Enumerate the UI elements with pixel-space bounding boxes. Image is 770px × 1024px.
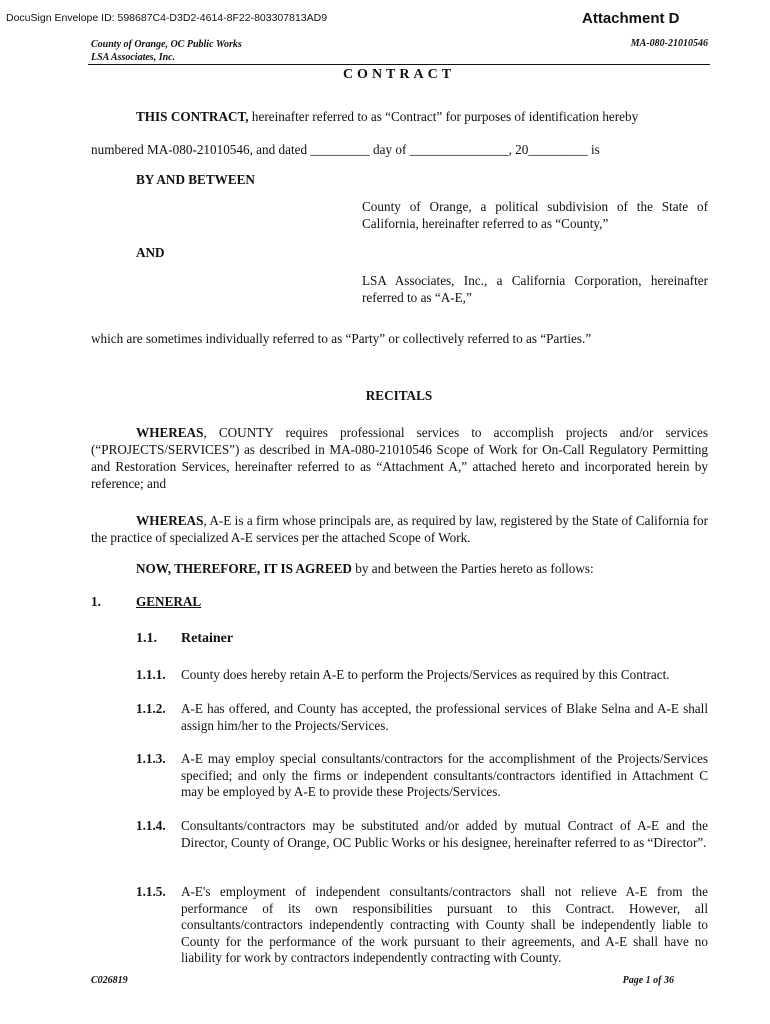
agreement-bold: NOW, THEREFORE, IT IS AGREED <box>136 561 352 576</box>
footer-code: C026819 <box>91 975 128 986</box>
header-rule <box>88 64 710 65</box>
intro-bold: THIS CONTRACT, <box>136 109 249 124</box>
item-1-1-1-text: County does hereby retain A-E to perform the Projects/Services as required by this Contract. <box>181 667 670 682</box>
section-1-title: GENERAL <box>136 594 202 609</box>
intro-rest: hereinafter referred to as “Contract” for purposes of identification hereby <box>248 109 639 124</box>
attachment-label: Attachment D <box>582 10 680 27</box>
intro-line2: numbered MA-080-21010546, and dated _________ day of _______________, 20_________ is <box>91 142 600 157</box>
intro-line1 <box>91 108 708 125</box>
recital-1-text: , COUNTY requires professional services to accomplish projects and/or services (“PROJECTS/SERVICES”) as described in MA-080-21010546 Scope of Work for On-Call Regulatory Permitting and Restoration Services, hereinafter referred to as “Attachment A,” attached hereto and incorporated herein by reference; and <box>91 425 708 491</box>
recitals-heading: RECITALS <box>365 388 433 403</box>
item-1-1-4-number: 1.1.4. <box>136 818 166 833</box>
document-title: CONTRACT <box>342 67 456 82</box>
section-1-number: 1. <box>91 594 101 609</box>
county-party: County of Orange, a political subdivision of the State of California, hereinafter referred to as “County,” <box>362 199 708 231</box>
recital-2-bold: WHEREAS <box>136 513 204 528</box>
parties-definition: which are sometimes individually referred to as “Party” or collectively referred to as “Parties.” <box>91 331 592 346</box>
header-contract-id: MA-080-21010546 <box>630 38 708 49</box>
header-organizations <box>91 38 242 64</box>
item-1-1-5-text: A-E's employment of independent consultants/contractors shall not relieve A-E from the performance of its own responsibilities pursuant to this Contract. However, all consultants/contractors independently contracting with County shall be independently liable to County for the performance of the work pursuant to their agreements, and A-E shall have no liability for work by contractors independently contracting with County. <box>181 884 708 965</box>
item-1-1-5-number: 1.1.5. <box>136 884 166 899</box>
recital-1-bold: WHEREAS <box>136 425 204 440</box>
and-label: AND <box>136 245 165 260</box>
header-org-line2: LSA Associates, Inc. <box>91 52 176 63</box>
docusign-envelope-id: DocuSign Envelope ID: 598687C4-D3D2-4614-8F22-803307813AD9 <box>6 12 328 24</box>
item-1-1-4-text: Consultants/contractors may be substituted and/or added by mutual Contract of A-E and the Director, County of Orange, OC Public Works or his designee, hereinafter referred to as “Director”. <box>181 818 708 850</box>
recital-2 <box>91 512 708 546</box>
ae-party: LSA Associates, Inc., a California Corporation, hereinafter referred to as “A-E,” <box>362 273 708 305</box>
section-1-1-number: 1.1. <box>136 631 157 646</box>
by-and-between: BY AND BETWEEN <box>136 172 255 187</box>
agreement-clause <box>91 560 708 577</box>
item-1-1-3-text: A-E may employ special consultants/contractors for the accomplishment of the Projects/Services specified; and only the firms or independent consultants/contractors identified in Attachment C may be employed by A-E to provide these Projects/Services. <box>181 751 708 799</box>
page-number: Page 1 of 36 <box>622 975 674 986</box>
item-1-1-2-text: A-E has offered, and County has accepted, the professional services of Blake Selna and A-E shall assign him/her to the Projects/Services. <box>181 701 708 733</box>
header-org-line1: County of Orange, OC Public Works <box>91 39 242 50</box>
agreement-text: by and between the Parties hereto as follows: <box>351 561 594 576</box>
recital-2-text: , A-E is a firm whose principals are, as required by law, registered by the State of California for the practice of specialized A-E services per the attached Scope of Work. <box>91 513 708 545</box>
recital-1 <box>91 424 708 492</box>
section-1-1-title: Retainer <box>181 631 234 646</box>
item-1-1-3-number: 1.1.3. <box>136 751 166 766</box>
item-1-1-1-number: 1.1.1. <box>136 667 166 682</box>
item-1-1-2-number: 1.1.2. <box>136 701 166 716</box>
